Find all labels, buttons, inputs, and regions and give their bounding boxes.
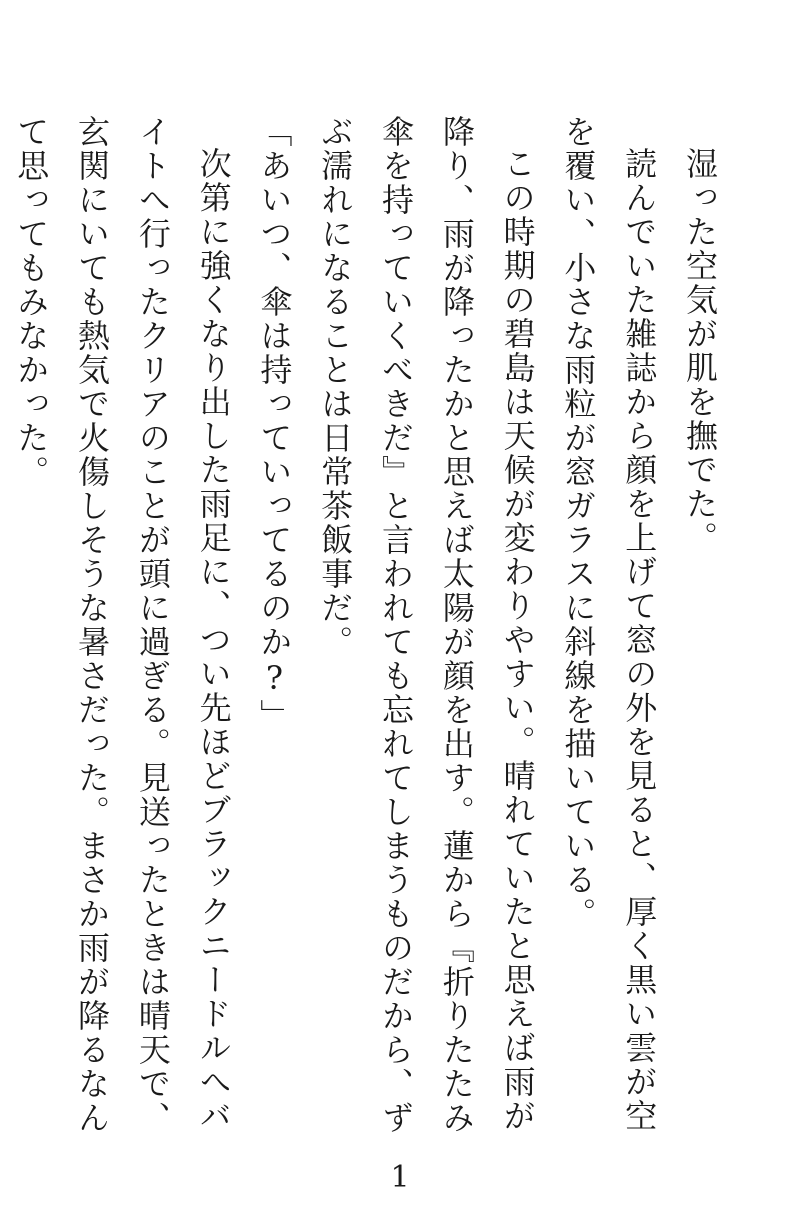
paragraph: 次第に強くなり出した雨足に、つい先ほどブラックニードルへバイトへ行ったクリアのことが頭に過ぎる。見送ったときは晴天で、玄関にいても熱気で火傷しそうな暑さだった。まさか雨が降るなんて思ってもみなかった。: [12, 115, 233, 1135]
vertical-text-body: [12, 115, 730, 1155]
dialogue-paragraph: 「あいつ、傘は持っていってるのか?」: [255, 115, 294, 733]
paragraph: 読んでいた雑誌から顔を上げて窓の外を見ると、厚く黒い雲が空を覆い、小さな雨粒が窓ガラスに斜線を描いている。: [559, 115, 659, 1133]
page-number: 1: [390, 1160, 410, 1195]
paragraph: この時期の碧島は天候が変わりやすい。晴れていたと思えば雨が降り、雨が降ったかと思えば太陽が顔を出す。蓮から『折りたたみ傘を持っていくべきだ』と言われても忘れてしまうものだから、ずぶ濡れになることは日常茶飯事だ。: [316, 115, 537, 1135]
paragraph: 湿った空気が肌を撫でた。: [681, 147, 719, 555]
